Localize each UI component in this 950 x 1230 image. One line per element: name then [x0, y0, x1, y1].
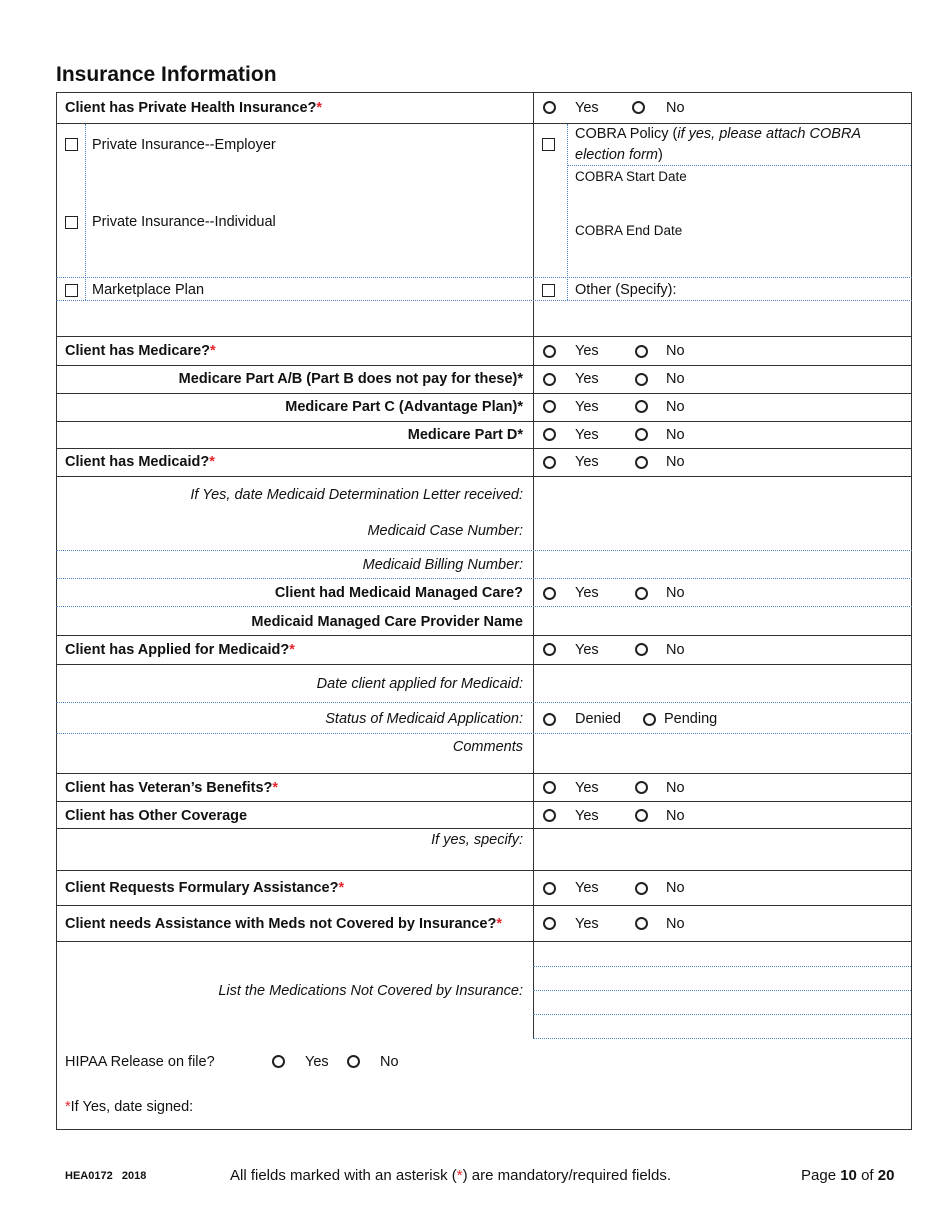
applied-no-radio[interactable]: [635, 643, 648, 656]
denied-label: Denied: [575, 711, 621, 727]
row-divider: [56, 550, 912, 551]
part-ab-yes-radio[interactable]: [543, 373, 556, 386]
veteran-yes-radio[interactable]: [543, 781, 556, 794]
yes-label: Yes: [575, 371, 599, 387]
row-divider: [56, 578, 912, 579]
cobra-label-line2: election form): [575, 147, 663, 163]
column-divider: [533, 92, 534, 1039]
meds-yes-radio[interactable]: [543, 917, 556, 930]
date-applied-label: Date client applied for Medicaid:: [316, 676, 523, 692]
pending-label: Pending: [664, 711, 718, 727]
meds-question: Client needs Assistance with Meds not Covered by Insurance?*: [65, 916, 503, 932]
row-divider: [56, 476, 912, 477]
row-divider: [56, 393, 912, 394]
application-status-label: Status of Medicaid Application:: [325, 711, 523, 727]
yes-label: Yes: [575, 454, 599, 470]
determination-letter-label: If Yes, date Medicaid Determination Letter received:: [190, 487, 523, 503]
form-code: HEA0172 2018: [65, 1170, 147, 1182]
yes-label: Yes: [305, 1054, 329, 1070]
other-coverage-no-radio[interactable]: [635, 809, 648, 822]
no-label: No: [666, 454, 685, 470]
yes-label: Yes: [575, 880, 599, 896]
hipaa-date-signed-label: *If Yes, date signed:: [65, 1099, 194, 1115]
meds-list-label: List the Medications Not Covered by Insurance:: [218, 983, 523, 999]
no-label: No: [666, 585, 685, 601]
cobra-start-date-label: COBRA Start Date: [575, 169, 687, 184]
other-coverage-specify-label: If yes, specify:: [431, 832, 523, 848]
yes-label: Yes: [575, 808, 599, 824]
no-label: No: [666, 427, 685, 443]
no-label: No: [666, 343, 685, 359]
row-divider: [56, 733, 912, 734]
no-label: No: [380, 1054, 399, 1070]
row-divider: [56, 664, 912, 665]
row-divider: [56, 606, 912, 607]
marketplace-label: Marketplace Plan: [92, 282, 205, 298]
row-divider: [56, 870, 912, 871]
no-label: No: [666, 371, 685, 387]
part-d-yes-radio[interactable]: [543, 428, 556, 441]
page-title: Insurance Information: [56, 63, 277, 86]
yes-label: Yes: [575, 100, 599, 116]
row-divider: [56, 365, 912, 366]
hipaa-question: HIPAA Release on file?: [65, 1054, 215, 1070]
managed-care-provider-label: Medicaid Managed Care Provider Name: [251, 614, 523, 630]
medicare-no-radio[interactable]: [635, 345, 648, 358]
mandatory-note: All fields marked with an asterisk (*) are mandatory/required fields.: [230, 1167, 672, 1184]
medicaid-billing-number-label: Medicaid Billing Number:: [362, 557, 523, 573]
no-label: No: [666, 916, 685, 932]
row-divider: [56, 448, 912, 449]
row-divider: [56, 92, 912, 93]
yes-label: Yes: [575, 916, 599, 932]
row-divider: [56, 300, 912, 301]
no-label: No: [666, 808, 685, 824]
medicaid-case-number-label: Medicaid Case Number:: [367, 523, 523, 539]
no-label: No: [666, 780, 685, 796]
yes-label: Yes: [575, 585, 599, 601]
no-label: No: [666, 880, 685, 896]
other-specify-label: Other (Specify):: [575, 282, 677, 298]
part-c-no-radio[interactable]: [635, 400, 648, 413]
cobra-end-date-label: COBRA End Date: [575, 223, 683, 238]
page-number: Page 10 of 20: [801, 1167, 895, 1184]
medicaid-no-radio[interactable]: [635, 456, 648, 469]
yes-label: Yes: [575, 642, 599, 658]
other-coverage-question: Client has Other Coverage: [65, 808, 248, 824]
row-divider: [56, 801, 912, 802]
part-ab-no-radio[interactable]: [635, 373, 648, 386]
medicare-question: Client has Medicare?*: [65, 343, 216, 359]
medicare-yes-radio[interactable]: [543, 345, 556, 358]
row-divider: [56, 277, 912, 278]
cobra-label-line1: COBRA Policy (if yes, please attach COBRA: [575, 126, 862, 142]
formulary-yes-radio[interactable]: [543, 882, 556, 895]
formulary-question: Client Requests Formulary Assistance?*: [65, 880, 345, 896]
medicare-part-ab-label: Medicare Part A/B (Part B does not pay for these)*: [178, 371, 523, 387]
row-divider: [56, 702, 912, 703]
other-checkbox[interactable]: [542, 284, 555, 297]
inner-divider: [85, 124, 86, 300]
no-label: No: [666, 100, 685, 116]
part-d-no-radio[interactable]: [635, 428, 648, 441]
row-divider: [56, 828, 912, 829]
part-c-yes-radio[interactable]: [543, 400, 556, 413]
comments-label: Comments: [452, 739, 523, 755]
formulary-no-radio[interactable]: [635, 882, 648, 895]
managed-care-question: Client had Medicaid Managed Care?: [274, 585, 523, 601]
table-border-right: [911, 92, 912, 1129]
other-coverage-yes-radio[interactable]: [543, 809, 556, 822]
individual-checkbox[interactable]: [65, 216, 78, 229]
applied-medicaid-question: Client has Applied for Medicaid?*: [65, 642, 295, 658]
veteran-no-radio[interactable]: [635, 781, 648, 794]
status-denied-radio[interactable]: [543, 713, 556, 726]
managed-care-yes-radio[interactable]: [543, 587, 556, 600]
marketplace-checkbox[interactable]: [65, 284, 78, 297]
row-divider: [56, 635, 912, 636]
row-divider: [56, 336, 912, 337]
row-divider: [56, 123, 912, 124]
employer-checkbox[interactable]: [65, 138, 78, 151]
yes-label: Yes: [575, 780, 599, 796]
yes-label: Yes: [575, 343, 599, 359]
employer-label: Private Insurance--Employer: [92, 137, 276, 153]
row-divider: [56, 905, 912, 906]
medicare-part-c-label: Medicare Part C (Advantage Plan)*: [285, 399, 523, 415]
hipaa-yes-radio[interactable]: [272, 1055, 285, 1068]
hipaa-no-radio[interactable]: [347, 1055, 360, 1068]
row-divider: [56, 421, 912, 422]
inner-divider: [567, 124, 568, 300]
status-pending-radio[interactable]: [643, 713, 656, 726]
private-yes-radio[interactable]: [543, 101, 556, 114]
private-no-radio[interactable]: [632, 101, 645, 114]
no-label: No: [666, 399, 685, 415]
individual-label: Private Insurance--Individual: [92, 214, 276, 230]
table-border-bottom: [56, 1129, 912, 1130]
row-divider: [533, 1038, 911, 1039]
no-label: No: [666, 642, 685, 658]
managed-care-no-radio[interactable]: [635, 587, 648, 600]
meds-list-input-area[interactable]: [534, 942, 911, 1038]
medicaid-question: Client has Medicaid?*: [65, 454, 215, 470]
medicaid-yes-radio[interactable]: [543, 456, 556, 469]
row-divider: [56, 773, 912, 774]
applied-yes-radio[interactable]: [543, 643, 556, 656]
private-insurance-question: Client has Private Health Insurance?*: [65, 100, 323, 116]
table-border-left: [56, 92, 57, 1129]
medicare-part-d-label: Medicare Part D*: [407, 427, 523, 443]
veteran-question: Client has Veteran’s Benefits?*: [65, 780, 279, 796]
yes-label: Yes: [575, 399, 599, 415]
cobra-checkbox[interactable]: [542, 138, 555, 151]
row-divider: [567, 165, 911, 166]
meds-no-radio[interactable]: [635, 917, 648, 930]
yes-label: Yes: [575, 427, 599, 443]
